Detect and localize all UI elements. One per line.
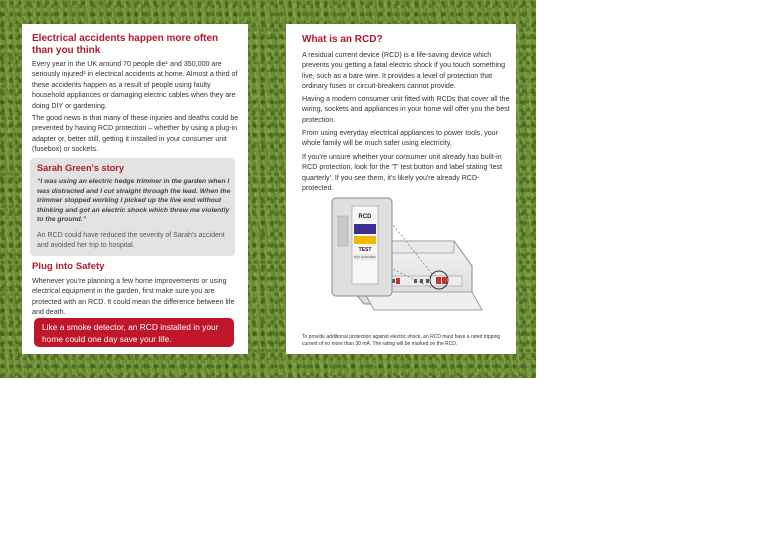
good-news-paragraph: The good news is that many of these injuries and deaths could be prevented by having RCD protection – whether by using a plug-in adapter or, better still, getting it installed in your consumer unit (fusebox) or sockets. <box>32 114 239 154</box>
check-rcd-paragraph: If you're unsure whether your consumer unit already has built-in RCD protection, look for the 'T' test button and label stating 'test quarterly'. If you see them, it's likely you're already RCD-protected. <box>302 153 503 193</box>
consumer-unit-paragraph: Having a modern consumer unit fitted with RCDs that cover all the wiring, sockets and appliances in your home will offer you the best protection. <box>302 95 510 124</box>
rcd-rating-footnote: To provide additional protection against electric shock, an RCD must have a rated tripping current of no more than 30 mA. The rating will be marked on the RCD. <box>302 334 501 347</box>
story-note: An RCD could have reduced the severity of Sarah's accident and avoided her trip to hospital. <box>37 232 225 249</box>
left-heading: Electrical accidents happen more often than you think <box>32 33 219 56</box>
family-safety-paragraph: From using everyday electrical appliances to power tools, your whole family will be much safer using electricity. <box>302 129 498 148</box>
test-quarterly-label: TEST QUARTERLY <box>353 256 377 259</box>
right-panel <box>286 24 516 354</box>
rcd-definition-paragraph: A residual current device (RCD) is a life-saving device which prevents you getting a fatal electric shock if you touch something live, such as a bare wire. It provides a level of protection that ordinary fuses or circuit-breakers cannot provide. <box>302 51 506 91</box>
story-box <box>30 158 235 256</box>
consumer-unit-illustration <box>324 196 484 314</box>
plug-paragraph: Whenever you're planning a few home improvements or using electrical equipment in the garden, first make sure you are protected with an RCD. It could mean the difference between life and death. <box>32 277 235 317</box>
plug-heading: Plug into Safety <box>32 261 105 272</box>
right-heading: What is an RCD? <box>302 34 383 45</box>
intro-paragraph: Every year in the UK around 70 people die¹ and 350,000 are seriously injured² in electrical accidents at home. Almost a third of these accidents happen as a result of people using faulty household appliances or damaging electric cables when they are doing DIY or gardening. <box>32 60 238 110</box>
story-quote: “I was using an electric hedge trimmer in the garden when I was distracted and I cut straight through the lead. When the trimmer stopped working I picked up the live end without thinking and got an electric shock which threw me violently to the ground.” <box>37 178 231 224</box>
story-title: Sarah Green's story <box>37 163 124 173</box>
test-button-label: TEST <box>358 247 372 253</box>
left-panel <box>22 24 248 354</box>
smoke-detector-callout: Like a smoke detector, an RCD installed in your home could one day save your life. <box>34 318 234 347</box>
rcd-label: RCD <box>358 214 372 220</box>
